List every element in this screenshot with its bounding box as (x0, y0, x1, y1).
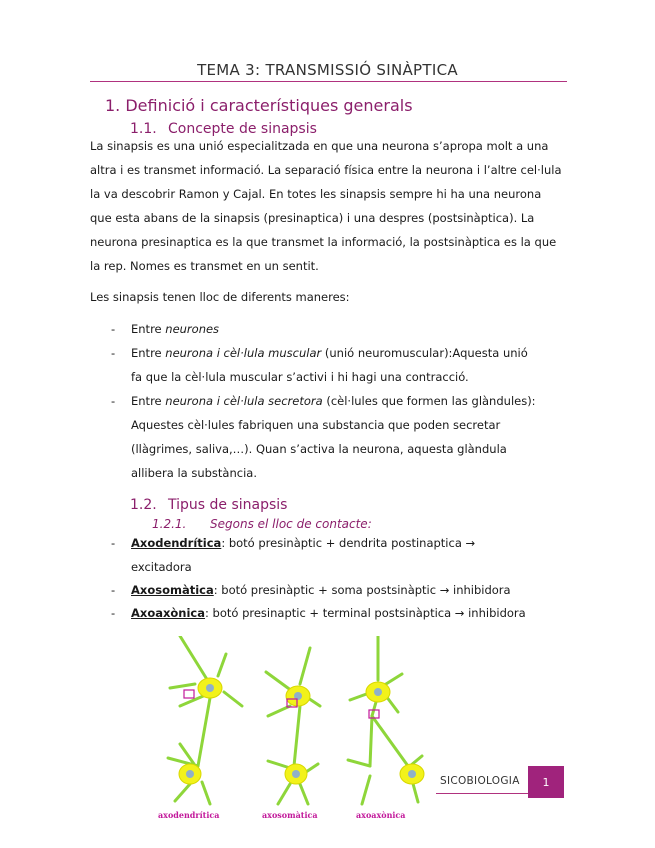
bullet-2: Entre neurona i cèl·lula muscular (unió neuromuscular):Aquesta unió (131, 346, 528, 360)
section-1-2-1-heading (152, 517, 372, 531)
bullet-2-continued: fa que la cèl·lula muscular s’activi i hi hagi una contracció. (131, 370, 469, 384)
bullet-3-continued: Aquestes cèl·lules fabriquen una substancia que poden secretar (131, 418, 501, 432)
section-1-2-heading (130, 497, 287, 513)
figure-label-axoaxonica: axoaxònica (356, 810, 406, 820)
page-title: TEMA 3: TRANSMISSIÓ SINÀPTICA (197, 61, 458, 79)
type-axodendritica-continued: excitadora (131, 560, 192, 574)
bullet-dash: - (111, 583, 116, 597)
bullet-dash: - (111, 394, 116, 408)
bullet-3-continued: allibera la substància. (131, 466, 257, 480)
title-rule (90, 81, 567, 82)
bullet-3-continued: (llàgrimes, saliva,…). Quan s’activa la neurona, aquesta glàndula (131, 442, 507, 456)
paragraph-concept: La sinapsis es una unió especialitzada en que una neurona s’apropa molt a una altra i es transmet informació. La separació física entre la neurona i l’altre cel·lula la va descobrir Ramon y Cajal. En totes les sinapsis sempre hi ha una neurona que esta abans de la sinapsis (presinaptica) i una despres (postsinàptica). La neurona presinaptica es la que transmet la informació, la postsinàptica es la que la rep. Nomes es transmet en un sentit. (90, 139, 562, 273)
section-label: Tipus de sinapsis (168, 497, 288, 513)
bullet-dash: - (111, 536, 116, 550)
figure-label-axosomatica: axosomàtica (262, 810, 318, 820)
synapse-types-figure (150, 636, 430, 806)
bullet-dash: - (111, 346, 116, 360)
section-label: Concepte de sinapsis (168, 121, 317, 137)
type-axosomatica: Axosomàtica: botó presinàptic + soma postsinàptic → inhibidora (131, 583, 511, 597)
bullet-3: Entre neurona i cèl·lula secretora (cèl·lules que formen las glàndules): (131, 394, 536, 408)
type-axoaxonica: Axoaxònica: botó presinaptic + terminal postsinàptica → inhibidora (131, 606, 526, 620)
footer-subject: SICOBIOLOGIA (440, 775, 520, 787)
figure-label-axodendritica: axodendrítica (158, 810, 220, 820)
footer-rule (436, 793, 528, 794)
section-number: 1.2. (130, 497, 157, 513)
section-label: Definició i característiques generals (125, 96, 413, 115)
section-number: 1. (105, 96, 121, 115)
section-number: 1.2.1. (152, 517, 187, 531)
bullet-dash: - (111, 606, 116, 620)
page-number: 1 (528, 766, 564, 798)
section-label: Segons el lloc de contacte: (210, 517, 372, 531)
type-axodendritica: Axodendrítica: botó presinàptic + dendrita postinaptica → (131, 536, 476, 550)
section-1-heading (105, 96, 413, 115)
bullet-dash: - (111, 322, 116, 336)
section-number: 1.1. (130, 121, 157, 137)
paragraph-intro: Les sinapsis tenen lloc de diferents maneres: (90, 290, 350, 304)
bullet-1: Entre neurones (131, 322, 220, 336)
